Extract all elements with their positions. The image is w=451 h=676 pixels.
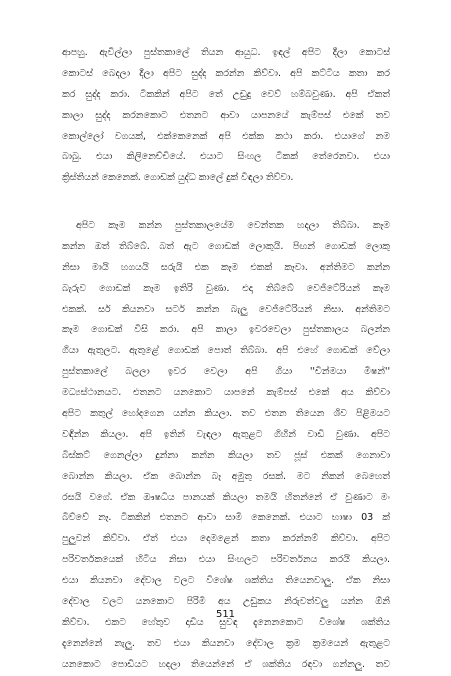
text-line: එකක්. සර් කියනවා සර්ට කන්න බැලු වෙජිටේරියන් නිසා. අන්තිමට [62,303,390,315]
text-line: කිව්වා. එකට හේතුව දාඩිය සුවඳ දැනෙනකොට විශේෂ ශක්තිය [62,616,390,628]
text-line: කෑම ගොඩක් විසි කරා. අපි කාලා ඉවරවෙලා පුස්තකාලය බලන්න [62,324,390,336]
text-line: පුස්තකාලේ බලලා ඉවර වෙලා අපි ගියා ''චින්මයා මිෂන්'' [62,366,390,378]
text-line: දේවාල වලට යනකොට පිරිමි අය උඩුකය නිරුවත්වලු යන්න ඕනි [62,596,390,608]
page-number: 511 [215,609,236,620]
text-line: ගියා ඇතුලට. ඇතුළේ ගොඩක් පොත් තිබ්බා. අපි එහේ ගොඩක් වේලා [62,345,390,357]
text-line: ආපහු. ඇවිල්ලා පුස්තකාලේ තියන ආයුධ. ඉඳල් අපිට දීලා කොටස් [62,47,390,58]
text-line: ක්‍රිස්තියන් කෙනෙක්. ගොඩක් යුද්ධ කාලේ දුක් විඳලා තිව්වා. [62,172,294,184]
text-line: බාබු. එයා කිලිනෙච්චියේ. එයාට සිංහල ටිකක් තේරෙනවා. එයා [62,151,390,163]
text-line: බැරුව ගොඩක් කෑම ඉතිරි වුණා. එදා තිබ්බේ වෙජිටේරියන් කෑම [62,282,390,294]
text-line: මධ්‍යස්ථානයට. එතනට යනකොට යාපනේ කැම්පස් එකේ අය කිව්වා [62,387,390,399]
text-line: කොටස් බෙදලා දීලා අපිට සුද්ද කරන්න කිව්වා. අපි කට්ටිය කතා කර [62,67,390,79]
text-line: අපිට කෑම කන්න පුස්තකාලයේම වෙන්තක හදලා තිබ්බා. කෑම [76,220,390,231]
text-line: අපිට කතුල් හෝදගෙන යන්න කියලා. තව එතන තියෙන ශිව පිළිමයට [62,408,390,420]
paragraph-1 [62,43,390,189]
text-line: පුලුවන් කිව්වා. ඒත් එයා දෙමළෙන් කතා කරන්නම් කිව්වා. අපිට [62,533,390,545]
text-line: කර සුද්ද කරා. ටිකකින් අපිට තේ උඩුදු වෙව් හම්බවුණා. අපි ඒකත් [62,88,390,100]
text-line: නිසා මායි හගයයි සරුයි එක කෑම එකක් කෑවා. අන්තිමට කන්න [62,261,390,273]
text-line: රසයි වගේ. ඒක ඖෂධිය පානයක් කියලා තමයි හිතන්නේ ඒ වුණාට මං [62,491,390,503]
text-line: දැනෙන්නේ නැලු. තව එයා කියනවා දේවාල ක්‍රම ක්‍රමයෙන් ඇතුළට [62,637,390,649]
text-line: පරිවර්තකයෙක් හිටිය නිසා එයා සිංහලට පරිවර්තනය කරයි කියලා. [62,554,390,566]
text-line: එයා කියනවා දේවාල වලට විශේෂ ශක්තිය තියෙනවාලු. ඒක නිසා [62,575,390,587]
paragraph-2 [62,216,390,676]
text-line: යනකොට පොඩියට හදලා තියෙන්නේ ඒ ශක්තිය රඳවා ගන්නලු. තව [62,658,390,670]
text-line: බිව්වේ නෑ. ටිකකින් එතනට ආවා සාමි කෙනෙක්. එයාට භාෂා 03 ක් [62,512,390,524]
text-line: වඳින්න කියලා. අපි ඉතින් වැඳලා ඇතුළට ගිහින් වාඩි වුණා. අපිට [62,428,390,440]
text-line: කොල්ලෝ වගයක්, එක්කෙනෙක් අපි එක්ක කථා කරා. එයාගේ නම [62,130,390,142]
text-line: කන්න ඔත් තිබ්බේ. බත් ඇට ගොඩක් ලොකුයි. පිඟන් ගොඩක් ලොකු [62,240,390,252]
text-line: කාලා සුද්ද කරනකොට එතනට ආවා යාපනයේ කැම්පස් එකේ තව [62,109,390,121]
text-line: බිස්කට් ගෙනල්ලා දුන්නා කන්න කියලා තව ජූස් එකක් ගෙනාවා [62,449,390,461]
text-line: බොන්න කියලා. ඒක බොන්න බෑ අමුතු රසක්. මට නිකන් බෙහෙත් [62,470,390,482]
